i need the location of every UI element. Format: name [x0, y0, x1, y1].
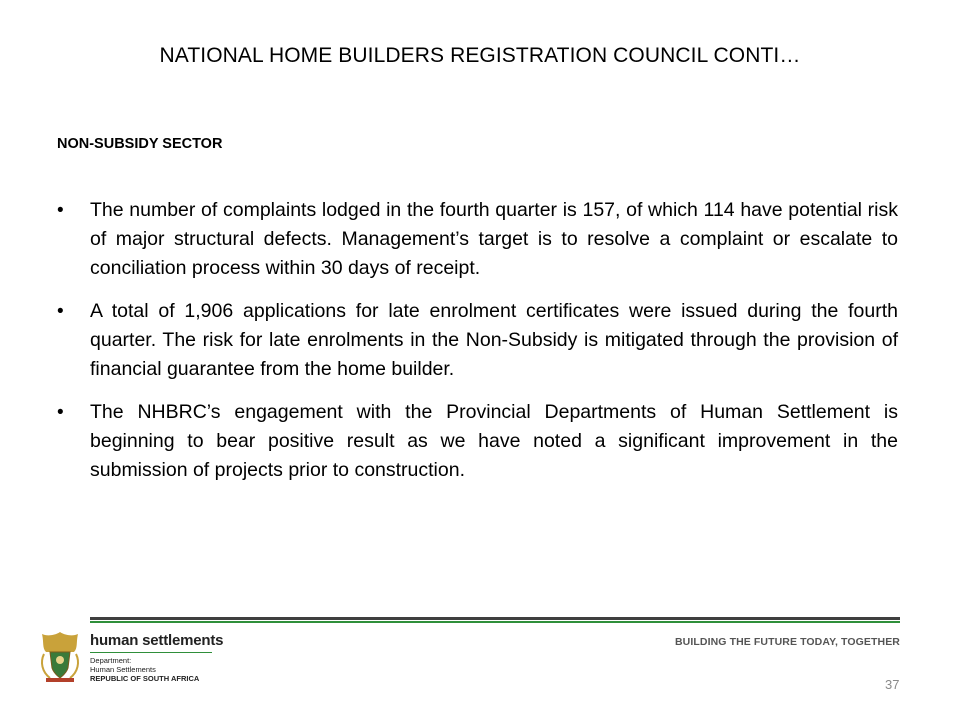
slide-title: NATIONAL HOME BUILDERS REGISTRATION COUNCIL CONTI…: [159, 44, 801, 67]
footer-divider-green: [90, 621, 900, 623]
bullet-symbol: •: [57, 301, 64, 322]
bullet-text: The NHBRC’s engagement with the Provincial Departments of Human Settlement is beginning to bear positive result as we have noted a significant improvement in the submission of projects prior to construction.: [90, 401, 898, 481]
bullet-text: The number of complaints lodged in the fourth quarter is 157, of which 114 have potential risk of major structural defects. Management’s target is to resolve a complaint or escalate to conciliation process within 30 days of receipt.: [90, 199, 898, 279]
bullet-item: [57, 398, 898, 485]
bullet-text: A total of 1,906 applications for late enrolment certificates were issued during the fourth quarter. The risk for late enrolments in the Non-Subsidy is mitigated through the provision of financial guarantee from the home builder.: [90, 300, 898, 380]
coat-of-arms-icon: [36, 628, 84, 684]
bullet-item: [57, 196, 898, 283]
dept-line: Human Settlements: [90, 665, 156, 674]
page-number: 37: [885, 677, 900, 692]
bullet-symbol: •: [57, 200, 64, 221]
footer-brand: human settlements: [90, 632, 224, 649]
footer-brand-underline: [90, 652, 212, 653]
dept-line: REPUBLIC OF SOUTH AFRICA: [90, 674, 200, 683]
bullet-item: [57, 297, 898, 384]
section-heading: NON-SUBSIDY SECTOR: [57, 136, 223, 152]
bullet-symbol: •: [57, 402, 64, 423]
dept-line: Department:: [90, 656, 132, 665]
footer-department: [90, 656, 199, 683]
footer-divider-dark: [90, 617, 900, 620]
bullet-list: [57, 196, 898, 499]
footer-slogan: BUILDING THE FUTURE TODAY, TOGETHER: [675, 636, 900, 648]
